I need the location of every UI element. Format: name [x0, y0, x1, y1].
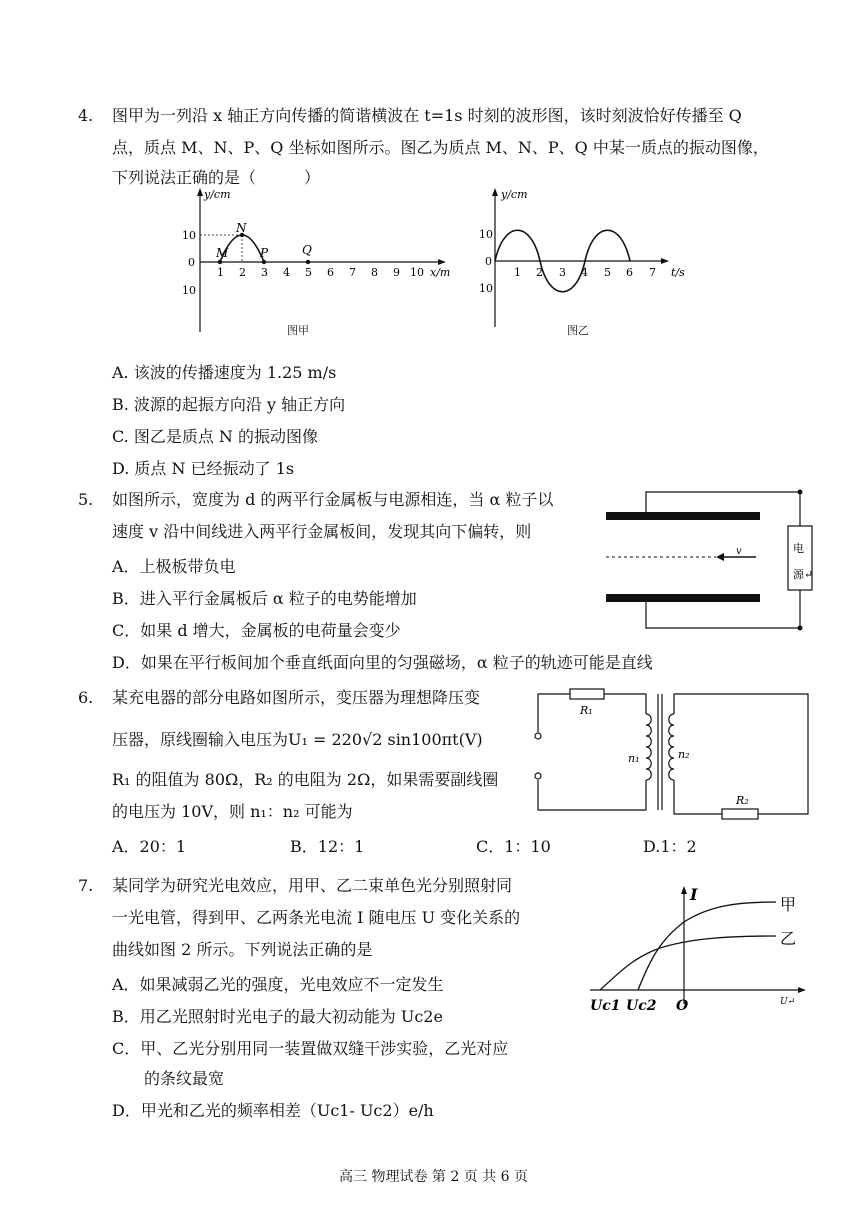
ytick-top: 10 — [182, 229, 196, 242]
primary-coil — [646, 714, 651, 780]
q4-option-d[interactable]: D. 质点 N 已经振动了 1s — [112, 459, 295, 478]
q7-option-c-line-2: 的条纹最宽 — [112, 1069, 225, 1088]
q7-stem-line-2: 一光电管，得到甲、乙两条光电流 I 随电压 U 变化关系的 — [112, 908, 521, 927]
top-node — [798, 490, 803, 495]
primary-bottom-wire — [538, 780, 646, 810]
q4b-xticks — [514, 266, 656, 279]
q6-stem-line-2: 压器，原线圈输入电压为U₁ = 220√2 sin100πt(V) — [112, 730, 483, 749]
ttick-6: 6 — [626, 266, 633, 279]
u-axis-arrow — [798, 987, 806, 993]
ytick-zero: 0 — [485, 255, 492, 268]
x-axis-arrow — [438, 259, 446, 265]
r1-label: R₁ — [580, 704, 593, 717]
q7-option-d[interactable]: D．甲光和乙光的频率相差（Uc1- Uc2）e/h — [112, 1101, 434, 1120]
primary-top-wire-left — [538, 694, 570, 732]
ttick-7: 7 — [649, 266, 656, 279]
q6-option-a[interactable]: A．20：1 — [112, 837, 187, 856]
ttick-5: 5 — [604, 266, 611, 279]
y-axis-label: y/cm — [204, 188, 231, 201]
xtick-9: 9 — [393, 266, 400, 279]
q7-stem-line-3: 曲线如图 2 所示。下列说法正确的是 — [112, 940, 373, 959]
resistor-r2 — [722, 809, 758, 819]
secondary-coil — [669, 714, 674, 780]
q4-stem-line-2: 点，质点 M、N、P、Q 坐标如图所示。图乙为质点 M、N、P、Q 中某一质点的振动图像， — [112, 138, 769, 157]
label-p: P — [260, 246, 269, 260]
ttick-2: 2 — [536, 266, 543, 279]
t-axis-label: t/s — [671, 266, 685, 279]
figure-a-caption: 图甲 — [287, 324, 309, 337]
q5-figure — [600, 486, 840, 636]
q7-option-c-line-1[interactable]: C．甲、乙光分别用同一装置做双缝干涉实验，乙光对应 — [112, 1039, 509, 1058]
figure-b-caption: 图乙 — [567, 324, 589, 337]
q4-stem-line-3: 下列说法正确的是（ ） — [112, 168, 321, 187]
page-footer: 高三 物理试卷 第 2 页 共 6 页 — [339, 1169, 528, 1185]
y-axis-arrow — [197, 188, 203, 196]
xtick-1: 1 — [217, 266, 224, 279]
q6-figure — [530, 684, 815, 820]
primary-top-wire-right — [604, 694, 646, 714]
q5-stem-line-1: 如图所示，宽度为 d 的两平行金属板与电源相连，当 α 粒子以 — [112, 490, 554, 509]
xtick-2: 2 — [239, 266, 246, 279]
q4-figure-b — [475, 182, 705, 332]
q4-option-a[interactable]: A. 该波的传播速度为 1.25 m/s — [112, 363, 337, 382]
label-uc1: Uc1 — [590, 998, 621, 1014]
curve-jia — [638, 902, 776, 990]
bottom-node — [798, 626, 803, 631]
velocity-label: v — [736, 546, 742, 557]
label-origin: O — [676, 998, 689, 1014]
ttick-1: 1 — [514, 266, 521, 279]
q5-option-c[interactable]: C．如果 d 增大，金属板的电荷量会变少 — [112, 621, 401, 640]
q5-option-a[interactable]: A．上极板带负电 — [112, 557, 236, 576]
label-m: M — [216, 246, 229, 260]
i-axis-arrow — [681, 886, 687, 894]
q4-stem-line-1: 图甲为一列沿 x 轴正方向传播的简谐横波在 t=1s 时刻的波形图，该时刻波恰好传播至 Q — [112, 106, 742, 125]
point-q — [306, 260, 310, 264]
source-label-top: 电 — [793, 542, 804, 555]
q4-option-b[interactable]: B. 波源的起振方向沿 y 轴正方向 — [112, 395, 346, 414]
q4a-xticks — [217, 266, 424, 279]
ytick-bottom: 10 — [182, 284, 196, 297]
q4-figure-a — [180, 182, 460, 342]
xtick-7: 7 — [349, 266, 356, 279]
i-label: I — [690, 885, 698, 904]
q5-stem-line-2: 速度 v 沿中间线进入两平行金属板间，发现其向下偏转，则 — [112, 522, 532, 541]
q6-stem-line-3: R₁ 的阻值为 80Ω，R₂ 的电阻为 2Ω，如果需要副线圈 — [112, 770, 499, 789]
label-uc2: Uc2 — [626, 998, 657, 1014]
q6-option-c[interactable]: C．1：10 — [476, 837, 551, 856]
xtick-6: 6 — [327, 266, 334, 279]
input-terminal-bottom — [535, 773, 541, 779]
xtick-8: 8 — [371, 266, 378, 279]
n1-label: n₁ — [628, 752, 640, 765]
ytick-top: 10 — [479, 228, 493, 241]
n2-label: n₂ — [678, 748, 690, 761]
q7-figure — [580, 880, 820, 1020]
top-wire — [646, 492, 800, 526]
x-axis-label: x/m — [430, 266, 451, 279]
y-axis-label: y/cm — [501, 188, 528, 201]
q7-number: 7. — [78, 876, 94, 895]
q7-stem-line-1: 某同学为研究光电效应，用甲、乙二束单色光分别照射同 — [112, 876, 513, 895]
source-label-bottom: 源↵ — [793, 568, 814, 581]
label-jia: 甲 — [780, 895, 797, 914]
q5-number: 5. — [78, 490, 94, 509]
input-terminal-top — [535, 733, 541, 739]
label-yi: 乙 — [780, 929, 797, 948]
label-u: U↵ — [780, 997, 796, 1007]
q5-option-b[interactable]: B．进入平行金属板后 α 粒子的电势能增加 — [112, 589, 417, 608]
ytick-bottom: 10 — [479, 282, 493, 295]
r2-label: R₂ — [736, 794, 749, 807]
q6-stem-line-1: 某充电器的部分电路如图所示，变压器为理想降压变 — [112, 688, 481, 707]
label-q: Q — [302, 243, 312, 257]
xtick-5: 5 — [305, 266, 312, 279]
q6-number: 6. — [78, 688, 94, 707]
ttick-3: 3 — [559, 266, 566, 279]
upper-plate — [606, 512, 760, 520]
point-p — [262, 260, 266, 264]
label-n: N — [236, 221, 247, 235]
q7-option-b[interactable]: B．用乙光照射时光电子的最大初动能为 Uc2e — [112, 1007, 443, 1026]
ttick-4: 4 — [581, 266, 588, 279]
resistor-r1 — [570, 689, 604, 699]
q6-option-d[interactable]: D.1：2 — [643, 837, 697, 856]
q5-option-d[interactable]: D．如果在平行板间加个垂直纸面向里的匀强磁场，α 粒子的轨迹可能是直线 — [112, 653, 653, 672]
xtick-4: 4 — [283, 266, 290, 279]
y-axis-arrow — [492, 188, 498, 196]
q6-stem-line-4: 的电压为 10V，则 n₁：n₂ 可能为 — [112, 802, 353, 821]
point-m — [218, 260, 222, 264]
xtick-10: 10 — [410, 266, 424, 279]
q4-number: 4. — [78, 106, 94, 125]
velocity-arrowhead — [716, 553, 724, 561]
ytick-zero: 0 — [188, 256, 195, 269]
lower-plate — [606, 594, 760, 602]
xtick-3: 3 — [261, 266, 268, 279]
secondary-wire-bottom — [674, 780, 722, 814]
curve-yi — [600, 936, 776, 990]
q6-option-b[interactable]: B．12：1 — [290, 837, 365, 856]
t-axis-arrow — [661, 258, 669, 264]
q7-option-a[interactable]: A．如果减弱乙光的强度，光电效应不一定发生 — [112, 975, 444, 994]
q4-option-c[interactable]: C. 图乙是质点 N 的振动图像 — [112, 427, 319, 446]
